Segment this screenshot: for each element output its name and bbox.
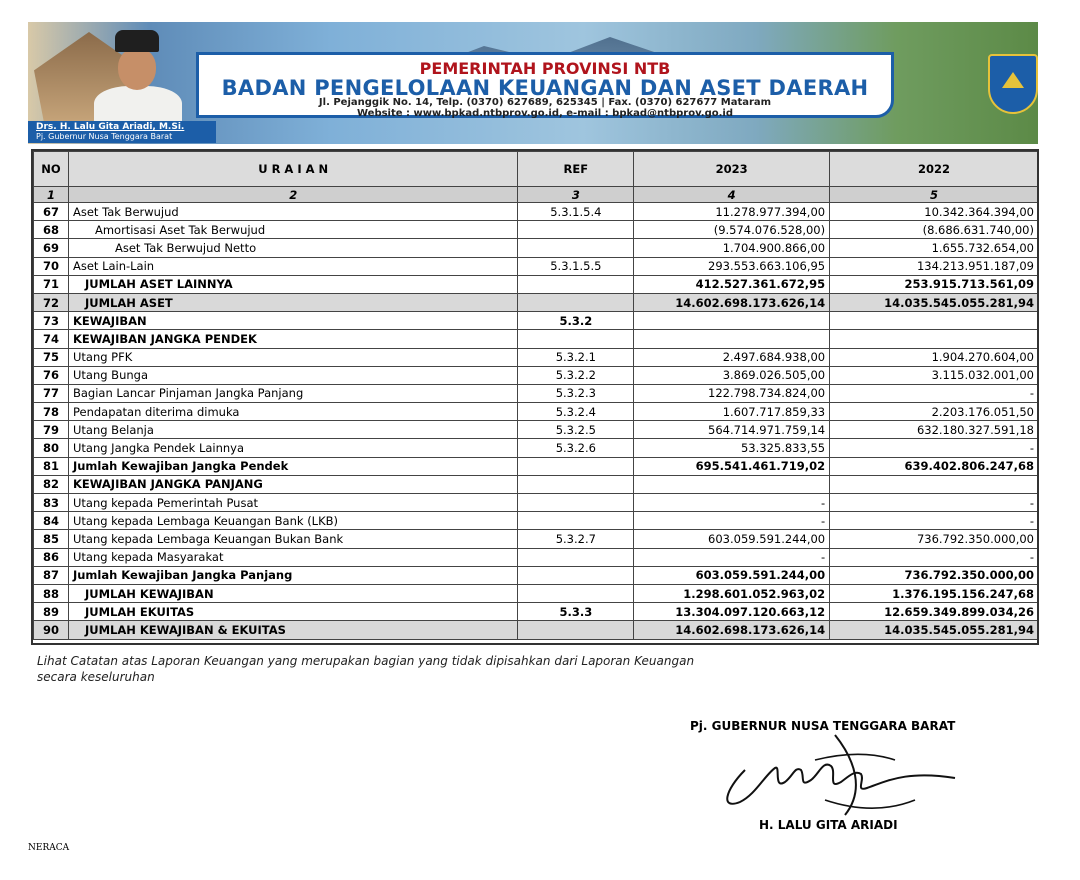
row-value-2023 xyxy=(634,475,830,493)
row-ref: 5.3.2 xyxy=(518,312,634,330)
row-ref xyxy=(518,512,634,530)
row-label: Utang kepada Masyarakat xyxy=(68,548,517,566)
row-value-2023: 412.527.361.672,95 xyxy=(634,275,830,293)
row-number: 67 xyxy=(34,203,69,221)
table-row xyxy=(34,312,1039,330)
row-ref: 5.3.2.7 xyxy=(518,530,634,548)
row-number: 87 xyxy=(34,566,69,584)
row-label: KEWAJIBAN JANGKA PENDEK xyxy=(68,330,517,348)
row-label: Utang kepada Lembaga Keuangan Bank (LKB) xyxy=(68,512,517,530)
official-name: Drs. H. Lalu Gita Ariadi, M.Si. xyxy=(36,122,185,132)
row-value-2023: 3.869.026.505,00 xyxy=(634,366,830,384)
row-label: Jumlah Kewajiban Jangka Panjang xyxy=(68,566,517,584)
row-ref: 5.3.2.4 xyxy=(518,403,634,421)
agency-title: BADAN PENGELOLAAN KEUANGAN DAN ASET DAERAH xyxy=(221,76,869,100)
row-number: 71 xyxy=(34,275,69,293)
row-value-2022: 134.213.951.187,09 xyxy=(830,257,1039,275)
row-number: 89 xyxy=(34,603,69,621)
row-value-2022: 253.915.713.561,09 xyxy=(830,275,1039,293)
table-row xyxy=(34,257,1039,275)
table-row xyxy=(34,530,1039,548)
row-value-2022: 632.180.327.591,18 xyxy=(830,421,1039,439)
row-ref xyxy=(518,239,634,257)
row-ref: 5.3.2.3 xyxy=(518,384,634,402)
row-label: Utang kepada Lembaga Keuangan Bukan Bank xyxy=(68,530,517,548)
table-row xyxy=(34,203,1039,221)
row-label: JUMLAH KEWAJIBAN xyxy=(68,584,517,602)
row-value-2023: 14.602.698.173.626,14 xyxy=(634,293,830,311)
row-value-2023: 603.059.591.244,00 xyxy=(634,566,830,584)
row-ref: 5.3.1.5.4 xyxy=(518,203,634,221)
row-number: 90 xyxy=(34,621,69,639)
row-ref: 5.3.3 xyxy=(518,603,634,621)
table-row xyxy=(34,239,1039,257)
row-value-2022: 14.035.545.055.281,94 xyxy=(830,621,1039,639)
row-value-2022: 1.655.732.654,00 xyxy=(830,239,1039,257)
header-2023: 2023 xyxy=(634,152,830,187)
row-value-2022: - xyxy=(830,494,1039,512)
province-title: PEMERINTAH PROVINSI NTB xyxy=(419,59,671,78)
row-value-2023: 1.298.601.052.963,02 xyxy=(634,584,830,602)
row-value-2023: 564.714.971.759,14 xyxy=(634,421,830,439)
row-label: JUMLAH ASET xyxy=(68,293,517,311)
row-label: Utang Belanja xyxy=(68,421,517,439)
index-cell: 5 xyxy=(830,187,1039,203)
row-ref xyxy=(518,457,634,475)
agency-contact: Website : www.bpkad.ntbprov.go.id, e-mail : bpkad@ntbprov.go.id xyxy=(356,108,733,119)
row-value-2022: 10.342.364.394,00 xyxy=(830,203,1039,221)
row-label: KEWAJIBAN xyxy=(68,312,517,330)
row-number: 80 xyxy=(34,439,69,457)
row-number: 75 xyxy=(34,348,69,366)
row-number: 82 xyxy=(34,475,69,493)
row-value-2022: - xyxy=(830,384,1039,402)
row-label: Bagian Lancar Pinjaman Jangka Panjang xyxy=(68,384,517,402)
row-number: 81 xyxy=(34,457,69,475)
row-number: 70 xyxy=(34,257,69,275)
row-value-2023: 1.704.900.866,00 xyxy=(634,239,830,257)
table-header-row xyxy=(34,152,1039,187)
row-value-2023: - xyxy=(634,494,830,512)
row-number: 83 xyxy=(34,494,69,512)
row-label: Aset Lain-Lain xyxy=(68,257,517,275)
row-label: JUMLAH EKUITAS xyxy=(68,603,517,621)
row-value-2022: 1.376.195.156.247,68 xyxy=(830,584,1039,602)
row-value-2023: 1.607.717.859,33 xyxy=(634,403,830,421)
row-number: 79 xyxy=(34,421,69,439)
row-number: 85 xyxy=(34,530,69,548)
table-row xyxy=(34,348,1039,366)
row-value-2023: 695.541.461.719,02 xyxy=(634,457,830,475)
row-ref xyxy=(518,475,634,493)
column-index-row xyxy=(34,187,1039,203)
row-value-2022 xyxy=(830,475,1039,493)
header-uraian: U R A I A N xyxy=(68,152,517,187)
row-label: Utang kepada Pemerintah Pusat xyxy=(68,494,517,512)
row-value-2023: 603.059.591.244,00 xyxy=(634,530,830,548)
row-label: KEWAJIBAN JANGKA PANJANG xyxy=(68,475,517,493)
row-value-2023: 13.304.097.120.663,12 xyxy=(634,603,830,621)
table-row xyxy=(34,548,1039,566)
table-row xyxy=(34,475,1039,493)
row-ref: 5.3.1.5.5 xyxy=(518,257,634,275)
table-row xyxy=(34,384,1039,402)
row-label: Utang Jangka Pendek Lainnya xyxy=(68,439,517,457)
row-number: 86 xyxy=(34,548,69,566)
row-value-2022: 2.203.176.051,50 xyxy=(830,403,1039,421)
row-value-2022: 1.904.270.604,00 xyxy=(830,348,1039,366)
footnote xyxy=(37,653,694,685)
row-value-2023: 11.278.977.394,00 xyxy=(634,203,830,221)
row-label: Utang Bunga xyxy=(68,366,517,384)
governor-photo xyxy=(90,30,185,126)
row-value-2022: 736.792.350.000,00 xyxy=(830,530,1039,548)
row-number: 72 xyxy=(34,293,69,311)
row-ref: 5.3.2.1 xyxy=(518,348,634,366)
row-value-2022: 14.035.545.055.281,94 xyxy=(830,293,1039,311)
row-value-2023: 293.553.663.106,95 xyxy=(634,257,830,275)
signatory-name: H. LALU GITA ARIADI xyxy=(759,818,898,832)
row-number: 68 xyxy=(34,221,69,239)
row-ref xyxy=(518,330,634,348)
table-row xyxy=(34,494,1039,512)
header-ref: REF xyxy=(518,152,634,187)
signature-title: Pj. GUBERNUR NUSA TENGGARA BARAT xyxy=(690,719,956,733)
table-row xyxy=(34,293,1039,311)
row-label: Aset Tak Berwujud Netto xyxy=(68,239,517,257)
row-value-2023: 14.602.698.173.626,14 xyxy=(634,621,830,639)
row-label: Amortisasi Aset Tak Berwujud xyxy=(68,221,517,239)
table-row xyxy=(34,421,1039,439)
official-title: Pj. Gubernur Nusa Tenggara Barat xyxy=(36,132,173,141)
row-value-2022: 12.659.349.899.034,26 xyxy=(830,603,1039,621)
row-label: JUMLAH ASET LAINNYA xyxy=(68,275,517,293)
row-value-2023: 122.798.734.824,00 xyxy=(634,384,830,402)
agency-title-box xyxy=(196,52,894,118)
handwritten-signature xyxy=(715,730,965,820)
footnote-line-1: Lihat Catatan atas Laporan Keuangan yang merupakan bagian yang tidak dipisahkan dari Laporan Keuangan xyxy=(37,654,695,668)
row-label: JUMLAH KEWAJIBAN & EKUITAS xyxy=(68,621,517,639)
table-row xyxy=(34,275,1039,293)
table-row xyxy=(34,366,1039,384)
row-value-2023: - xyxy=(634,512,830,530)
table-row xyxy=(34,512,1039,530)
table-row xyxy=(34,330,1039,348)
row-label: Utang PFK xyxy=(68,348,517,366)
row-ref xyxy=(518,494,634,512)
ntb-emblem-icon xyxy=(988,54,1038,114)
balance-sheet-table xyxy=(33,151,1039,640)
footnote-line-2: secara keseluruhan xyxy=(37,670,155,684)
row-value-2022 xyxy=(830,330,1039,348)
index-cell: 1 xyxy=(34,187,69,203)
official-caption xyxy=(28,121,216,143)
table-body xyxy=(34,203,1039,640)
row-value-2023 xyxy=(634,330,830,348)
row-ref: 5.3.2.5 xyxy=(518,421,634,439)
row-value-2023: - xyxy=(634,548,830,566)
row-value-2022: - xyxy=(830,439,1039,457)
row-value-2023: 2.497.684.938,00 xyxy=(634,348,830,366)
table-row xyxy=(34,584,1039,602)
table-row xyxy=(34,221,1039,239)
row-number: 78 xyxy=(34,403,69,421)
row-value-2022: 639.402.806.247,68 xyxy=(830,457,1039,475)
header-no: NO xyxy=(34,152,69,187)
agency-address: Jl. Pejanggik No. 14, Telp. (0370) 627689, 625345 | Fax. (0370) 627677 Mataram xyxy=(318,97,772,108)
table-row xyxy=(34,457,1039,475)
index-cell: 2 xyxy=(68,187,517,203)
table-row xyxy=(34,621,1039,639)
row-ref xyxy=(518,584,634,602)
row-ref xyxy=(518,621,634,639)
row-value-2023 xyxy=(634,312,830,330)
row-number: 74 xyxy=(34,330,69,348)
row-number: 73 xyxy=(34,312,69,330)
row-value-2022: - xyxy=(830,548,1039,566)
row-ref xyxy=(518,275,634,293)
row-value-2022: - xyxy=(830,512,1039,530)
row-number: 77 xyxy=(34,384,69,402)
index-cell: 4 xyxy=(634,187,830,203)
table-row xyxy=(34,566,1039,584)
row-ref: 5.3.2.2 xyxy=(518,366,634,384)
row-number: 84 xyxy=(34,512,69,530)
row-value-2022: 736.792.350.000,00 xyxy=(830,566,1039,584)
row-label: Pendapatan diterima dimuka xyxy=(68,403,517,421)
row-number: 76 xyxy=(34,366,69,384)
row-number: 88 xyxy=(34,584,69,602)
row-ref xyxy=(518,293,634,311)
row-ref: 5.3.2.6 xyxy=(518,439,634,457)
row-value-2022: (8.686.631.740,00) xyxy=(830,221,1039,239)
row-number: 69 xyxy=(34,239,69,257)
row-ref xyxy=(518,566,634,584)
row-value-2023: 53.325.833,55 xyxy=(634,439,830,457)
row-value-2022: 3.115.032.001,00 xyxy=(830,366,1039,384)
table-row xyxy=(34,439,1039,457)
page-footer: NERACA xyxy=(28,843,70,853)
index-cell: 3 xyxy=(518,187,634,203)
row-label: Jumlah Kewajiban Jangka Pendek xyxy=(68,457,517,475)
row-label: Aset Tak Berwujud xyxy=(68,203,517,221)
row-value-2022 xyxy=(830,312,1039,330)
row-ref xyxy=(518,221,634,239)
row-ref xyxy=(518,548,634,566)
table-row xyxy=(34,603,1039,621)
row-value-2023: (9.574.076.528,00) xyxy=(634,221,830,239)
header-2022: 2022 xyxy=(830,152,1039,187)
table-row xyxy=(34,403,1039,421)
